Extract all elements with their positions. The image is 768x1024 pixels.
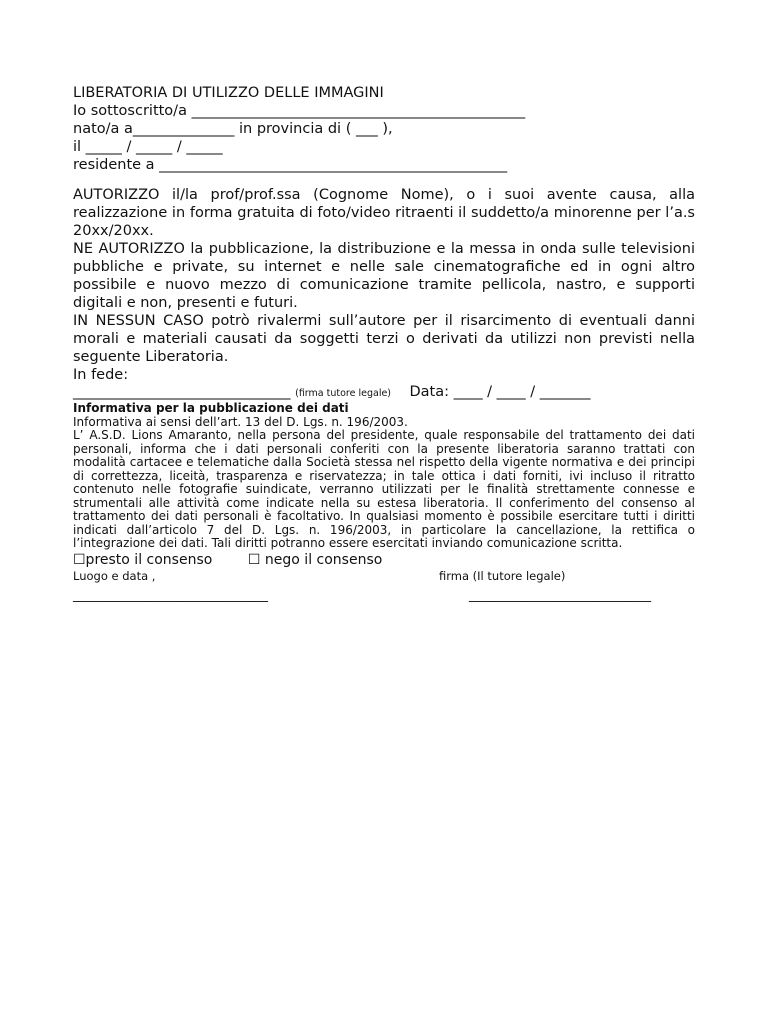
signature-caption: (firma tutore legale) bbox=[295, 388, 392, 399]
informativa-heading: Informativa per la pubblicazione dei dati bbox=[73, 401, 349, 415]
publication-paragraph: NE AUTORIZZO la pubblicazione, la distribuzione e la messa in onda sulle televisioni pubbliche e private, su internet e nelle sale cinematografiche ed in ogni altro possibile e nuovo mezzo di comunicazione tramite pellicola, nastro, e supporti digitali e non, presenti e futuri. bbox=[73, 241, 695, 311]
consent-no-checkbox[interactable]: ☐ nego il consenso bbox=[247, 551, 383, 568]
bottom-signature-lines bbox=[73, 584, 695, 608]
spacer bbox=[73, 174, 695, 186]
birthplace-field: nato/a a______________ in provincia di ( ___ ), bbox=[73, 121, 393, 137]
consent-yes-checkbox[interactable]: ☐presto il consenso bbox=[73, 551, 213, 568]
birthdate-field: il _____ / _____ / _____ bbox=[73, 139, 223, 155]
firma-line: ____________________________ bbox=[469, 587, 651, 603]
consent-row bbox=[73, 552, 695, 569]
luogo-data-label: Luogo e data , bbox=[73, 568, 156, 583]
residence-field: residente a ________________________________________________ bbox=[73, 157, 508, 173]
firma-label: firma (Il tutore legale) bbox=[439, 568, 566, 583]
informativa-subheading: Informativa ai sensi dell’art. 13 del D. Lgs. n. 196/2003. bbox=[73, 414, 408, 429]
authorization-paragraph: AUTORIZZO il/la prof/prof.ssa (Cognome Nome), o i suoi avente causa, alla realizzazione in forma gratuita di foto/video ritraenti il suddetto/a minorenne per l’a.s 20xx/20xx. bbox=[73, 187, 695, 239]
luogo-data-line: ______________________________ bbox=[73, 587, 268, 603]
informativa-body: L’ A.S.D. Lions Amaranto, nella persona del presidente, quale responsabile del trattamento dei dati personali, informa che i dati personali conferiti con la presente liberatoria saranno trattati con modalità cartacee e telematiche dalla Società stessa nel rispetto della vigente normativa e dei principi di correttezza, liceità, trasparenza e riservatezza; in tale ottica i dati forniti, ivi incluso il ritratto contenuto nelle fotografie suindicate, verranno utilizzati per le finalità strettamente connesse e strumentali alle attività come indicate nella su estesa liberatoria. Il conferimento del consenso al trattamento dei dati personali è facoltativo. In qualsiasi momento è possibile esercitare tutti i diritti indicati dall’articolo 7 del D. Lgs. n. 196/2003, in particolare la cancellazione, la rettifica o l’integrazione dei dati. Tali diritti potranno essere esercitati inviando comunicazione scritta. bbox=[73, 428, 695, 550]
date-field: Data: ____ / ____ / _______ bbox=[409, 384, 591, 400]
waiver-paragraph: IN NESSUN CASO potrò rivalermi sull’autore per il risarcimento di eventuali danni morali e materiali causati da soggetti terzi o derivati da utilizzi non previsti nella seguente Liberatoria. bbox=[73, 313, 695, 365]
signature-row bbox=[73, 384, 695, 402]
name-field: Io sottoscritto/a ______________________________________________ bbox=[73, 103, 526, 119]
signature-line: ______________________________ bbox=[73, 384, 291, 400]
signature-labels bbox=[73, 569, 695, 584]
document-page bbox=[73, 84, 695, 608]
document-title: LIBERATORIA DI UTILIZZO DELLE IMMAGINI bbox=[73, 85, 384, 101]
in-fede-label: In fede: bbox=[73, 367, 129, 383]
